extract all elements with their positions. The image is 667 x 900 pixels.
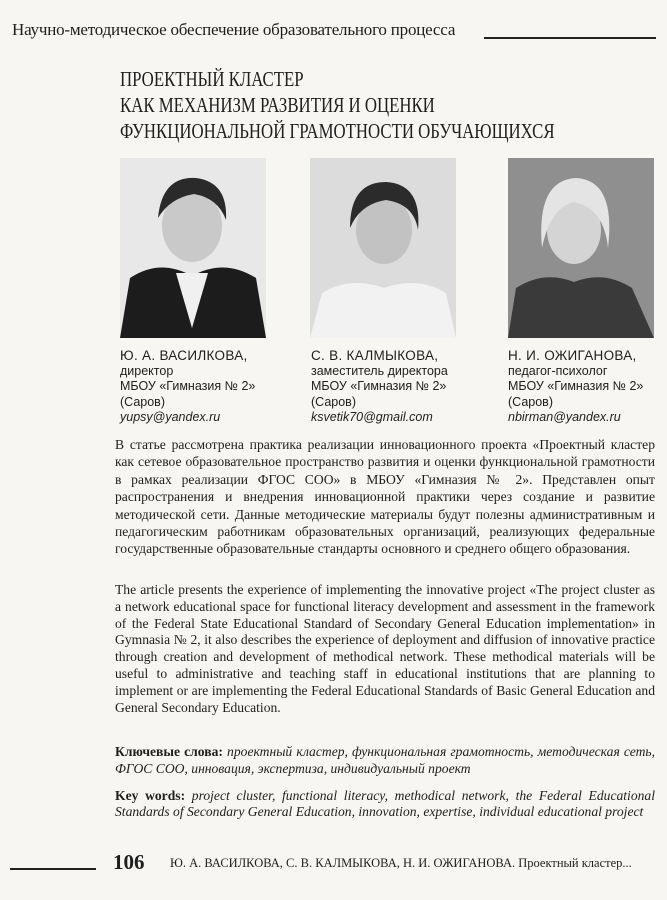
keywords-label: Ключевые слова: (115, 744, 223, 759)
title-line: ПРОЕКТНЫЙ КЛАСТЕР (120, 67, 304, 91)
title-line: ФУНКЦИОНАЛЬНОЙ ГРАМОТНОСТИ ОБУЧАЮЩИХСЯ (120, 119, 555, 143)
author-caption-1 (120, 348, 255, 426)
author-org: МБОУ «Гимназия № 2» (120, 379, 256, 393)
author-position: директор (120, 363, 174, 378)
author-position: педагог-психолог (508, 363, 608, 378)
author-email: nbirman@yandex.ru (508, 410, 621, 424)
keywords-value: project cluster, functional literacy, methodical network, the Federal Educational Standards of Secondary General Education, innovation, expertise, individual educational project (115, 788, 655, 819)
author-city: (Саров) (120, 394, 165, 409)
abstract-russian: В статье рассмотрена практика реализации инновационного проекта «Проектный кластер как сетевое образовательное пространство развития и оценки функциональной грамотности в рамках реализации ФГОС СОО» в МБОУ «Гимназия № 2». Представлен опыт распространения и внедрения инновационной практики через создание и развитие методической сети. Данные методические материалы будут полезны административным и педагогическим работникам образовательных организаций, реализующих федеральные государственные образовательные стандарты основного и среднего общего образования. (115, 437, 655, 557)
author-email: yupsy@yandex.ru (120, 410, 221, 424)
keywords-label: Key words: (115, 788, 186, 803)
author-photo-kalmykova (310, 158, 456, 338)
author-org: МБОУ «Гимназия № 2» (311, 379, 447, 393)
keywords-value: проектный кластер, функциональная грамотность, методическая сеть, ФГОС СОО, инновация, экспертиза, индивидуальный проект (115, 744, 655, 776)
keywords-russian (115, 744, 655, 777)
author-org: МБОУ «Гимназия № 2» (508, 379, 644, 393)
author-name: Н. И. ОЖИГАНОВА, (508, 348, 637, 363)
author-city: (Саров) (311, 394, 356, 409)
article-title (120, 66, 555, 144)
title-line: КАК МЕХАНИЗМ РАЗВИТИЯ И ОЦЕНКИ (120, 93, 435, 117)
keywords-english (115, 788, 655, 820)
abstract-english: The article presents the experience of implementing the innovative project «The project cluster as a network educational space for functional literacy development and assessment in the framework of the Federal State Educational Standard of Secondary General Education implementation» in Gymnasia № 2, it also describes the experience of deployment and diffusion of innovative practice through creation and development of methodical network. These methodical materials will be useful to administrative and teaching staff in educational institutions that are planning to implement or are implementing the Federal Educational Standards of Basic General Education and General Secondary Education. (115, 582, 655, 715)
author-city: (Саров) (508, 394, 553, 409)
author-caption-3 (508, 348, 643, 426)
author-position: заместитель директора (311, 363, 448, 378)
author-photo-vasilkova (120, 158, 266, 338)
page-number: 106 (113, 850, 145, 874)
author-photo-ozhiganova (508, 158, 654, 338)
author-name: С. В. КАЛМЫКОВА, (311, 348, 439, 363)
author-caption-2 (311, 348, 448, 426)
author-email: ksvetik70@gmail.com (311, 410, 433, 424)
running-head: Научно-методическое обеспечение образовательного процесса (12, 20, 456, 39)
header-rule (484, 37, 656, 39)
footer-rule (10, 868, 96, 870)
footer-running-title: Ю. А. ВАСИЛКОВА, С. В. КАЛМЫКОВА, Н. И. ОЖИГАНОВА. Проектный кластер... (170, 856, 632, 870)
author-name: Ю. А. ВАСИЛКОВА, (120, 348, 248, 363)
